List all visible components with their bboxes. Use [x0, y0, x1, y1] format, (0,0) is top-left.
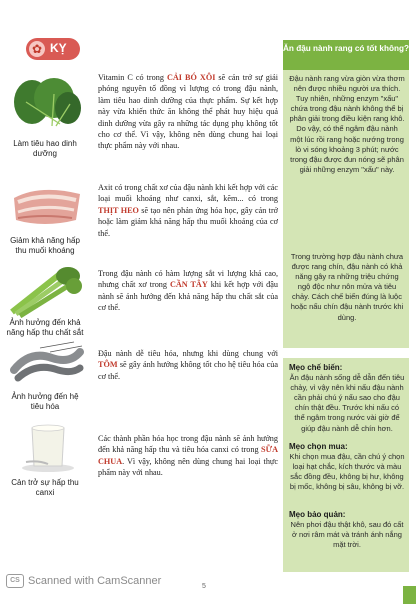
pork-image	[10, 180, 84, 230]
tip-storage-title: Mẹo bảo quản:	[289, 510, 346, 519]
watermark-text: Scanned with CamScanner	[28, 574, 162, 587]
row-1-text: Vitamin C có trong CẢI BÓ XÔI sẽ cản trở sự giải phóng nguyên tố đồng vì lượng có trong đậu nành, làm tiêu hao dinh dưỡng của thực phẩm. Sự kết hợp này vừa khiến thức ăn không thể phát huy hiệu quả dinh dưỡng vừa gây ra những tác dụng phụ không tốt cho cơ thể. Vì vậy, không nên dùng chung hai loại thực phẩm này với nhau.	[98, 73, 279, 151]
sidebar-para-2: Trong trường hợp đậu nành chưa được rang chín, đậu nành có khả năng gây ra những triệu chứng ngộ độc như nôn mửa và tiêu chảy. Cách chế biến đúng là luộc hoặc nấu chín đậu nành trước khi dùng.	[290, 252, 404, 322]
tip-buying-text: Khi chọn mua đậu, cần chú ý chọn loại hạt chắc, kích thước và màu sắc đồng đều, không bị hư, không bị mốc, không bị sâu, không bị vỡ.	[289, 452, 405, 492]
badge-label: KỴ	[50, 41, 67, 55]
row-1-caption: Làm tiêu hao dinh dưỡng	[13, 139, 77, 158]
row-3-text: Trong đậu nành có hàm lượng sắt vi lượng khá cao, nhưng chất xơ trong CẦN TÂY khi kết hợp với đậu nành sẽ ảnh hưởng đến khả năng hấp thu chất sắt của cơ thể.	[98, 269, 278, 313]
flower-icon: ✿	[29, 41, 45, 57]
page-edge-tab	[403, 586, 416, 604]
row-3-caption: Ảnh hưởng đến khả năng hấp thu chất sắt	[6, 318, 84, 337]
row-2-caption: Giảm khả năng hấp thu muối khoáng	[10, 236, 80, 255]
section-badge	[26, 38, 80, 60]
row-5-text: Các thành phần hóa học trong đậu nành sẽ ảnh hưởng đến khả năng hấp thu và tiêu hóa canxi có trong SỮA CHUA. Vì vậy, không nên dùng chung hai loại thực phẩm này với nhau.	[98, 434, 278, 478]
page-number: 5	[202, 583, 206, 590]
shrimp-image	[10, 340, 84, 388]
row-5-caption: Cản trở sự hấp thu canxi	[11, 478, 79, 497]
sidebar-question: Ăn đậu nành rang có tốt không?	[283, 40, 409, 70]
tip-processing-title: Mẹo chế biến:	[289, 363, 343, 372]
tip-buying	[289, 442, 405, 492]
tip-storage	[289, 510, 405, 550]
row-4-text: Đậu nành dễ tiêu hóa, nhưng khi dùng chung với TÔM sẽ gây ảnh hưởng không tốt cho hệ tiêu hóa của cơ thể.	[98, 349, 278, 381]
row-2-text: Axit có trong chất xơ của đậu nành khi kết hợp với các loại muối khoáng như canxi, sắt, kẽm... có trong THỊT HEO sẽ tạo nên phản ứng hóa học, gây cản trở hoặc làm giảm khả năng hấp thu muối khoáng của cơ thể.	[98, 183, 279, 238]
tip-processing-text: Ăn đậu nành sống dễ dẫn đến tiêu chảy, vì vậy nên khi nấu đậu nành cần phải chú ý nấu sao cho đậu chín thật đều. Trước khi nấu có thể ngâm trong nước vài giờ để giúp đậu nành dễ chín hơn.	[289, 373, 405, 433]
sidebar-para-1: Đậu nành rang vừa giòn vừa thơm nên được nhiều người ưa thích. Tuy nhiên, những enzym "xấu" chứa trong đậu nành không thể bị phân giải trong điều kiện rang khô. Do vậy, có thể ngâm đậu nành một lúc rồi rang hoặc nướng trong lò vi sóng khoảng 3 phút; nước trong đậu được đun nóng sẽ phân giải những enzym "xấu" này.	[289, 74, 405, 174]
camscanner-logo-icon: CS	[6, 574, 24, 588]
row-4-caption: Ảnh hưởng đến hệ tiêu hóa	[11, 392, 79, 411]
tip-buying-title: Mẹo chọn mua:	[289, 442, 348, 451]
tip-processing	[289, 363, 405, 434]
tip-storage-text: Nên phơi đậu thật khô, sau đó cất ở nơi râm mát và tránh ánh nắng mặt trời.	[290, 520, 404, 550]
yogurt-image	[18, 420, 78, 472]
celery-image	[8, 262, 82, 318]
spinach-image	[12, 74, 82, 132]
scanner-watermark	[6, 574, 266, 592]
